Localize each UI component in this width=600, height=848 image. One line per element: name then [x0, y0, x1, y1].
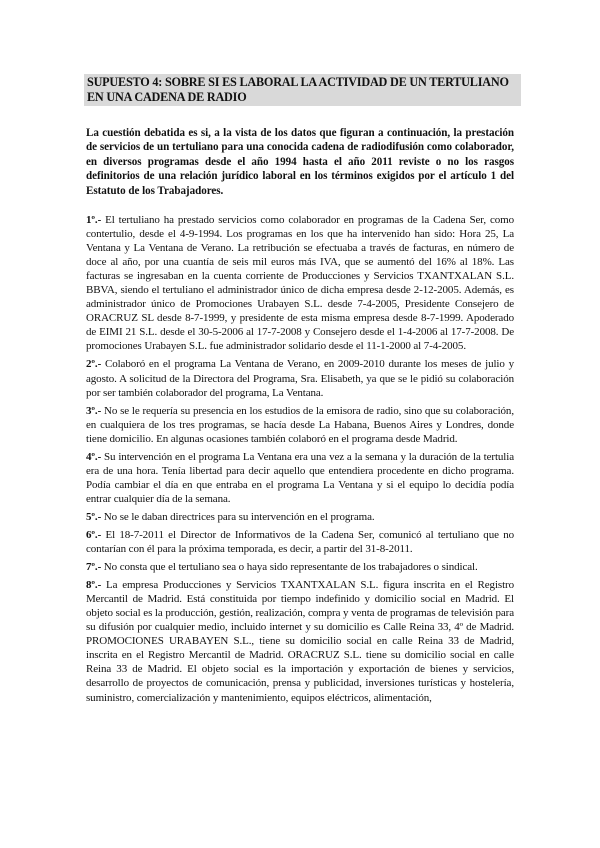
- paragraph-8: [86, 578, 514, 704]
- paragraph-6: [86, 528, 514, 556]
- paragraph-number: 3º.-: [86, 404, 102, 417]
- paragraph-number: 6º.-: [86, 528, 102, 541]
- paragraph-text: La empresa Producciones y Servicios TXANTXALAN S.L. figura inscrita en el Registro Mercantil de Madrid. Está constituida por tiempo indefinido y domicilio social en Madrid. El objeto social es la producción, gestión, realización, compra y venta de programas de televisión para su difusión por cualquier medio, incluido internet y su domicilio es Calle Reina 33, 4º de Madrid. PROMOCIONES URABAYEN S.L., tiene su domicilio social en calle Reina 33 de Madrid, inscrita en el Registro Mercantil de Madrid. ORACRUZ S.L. tiene su domicilio social en calle Reina 33 de Madrid. El objeto social es la importación y exportación de bienes y servicios, desarrollo de proyectos de comunicación, prensa y publicidad, inversiones turísticas y hostelería, suministro, comercialización y mantenimiento, equipos eléctricos, alimentación,: [86, 579, 514, 704]
- paragraph-number: 4º.-: [86, 450, 102, 463]
- paragraph-number: 1º.-: [86, 214, 102, 226]
- intro-paragraph: La cuestión debatida es si, a la vista de los datos que figuran a continuación, la prestación de servicios de un tertuliano para una conocida cadena de radiodifusión como colaborador, en diversos programas desde el año 1994 hasta el año 2011 reviste o no los rasgos definitorios de una relación jurídico laboral en los términos exigidos por el artículo 1 del Estatuto de los Trabajadores.: [86, 127, 514, 197]
- paragraph-number: 5º.-: [86, 510, 102, 523]
- paragraph-5: [86, 510, 514, 524]
- paragraph-2: [86, 357, 514, 399]
- document-title: SUPUESTO 4: SOBRE SI ES LABORAL LA ACTIVIDAD DE UN TERTULIANO EN UNA CADENA DE RADIO: [84, 74, 521, 106]
- paragraph-number: 7º.-: [86, 561, 102, 574]
- paragraph-1: [86, 213, 514, 353]
- paragraph-text: El 18-7-2011 el Director de Informativos de la Cadena Ser, comunicó al tertuliano que no contarían con él para la próxima temporada, es decir, a partir del 31-8-2011.: [86, 528, 514, 556]
- paragraph-3: [86, 404, 514, 446]
- paragraph-number: 2º.-: [86, 358, 102, 371]
- paragraph-text: No se le daban directrices para su intervención en el programa.: [101, 510, 375, 523]
- paragraph-4: [86, 450, 514, 506]
- paragraph-number: 8º.-: [86, 579, 102, 592]
- paragraph-text: Colaboró en el programa La Ventana de Verano, en 2009-2010 durante los meses de julio y agosto. A solicitud de la Directora del Programa, Sra. Elisabeth, ya que se le pidió su colaboración por ser también colaborador del programa, La Ventana.: [86, 358, 514, 399]
- document-body: [86, 213, 514, 709]
- paragraph-text: El tertuliano ha prestado servicios como colaborador en programas de la Cadena Ser, como contertulio, desde el 4-9-1994. Los programas en los que ha intervenido han sido: Hora 25, La Ventana y La Ventana de Verano. La retribución se efectuaba a través de facturas, en número de doce al año, por una cuantía de seis mil euros más IVA, que se aumentó del 16% al 18%. Las facturas se ingresaban en la cuenta corriente de Producciones y Servicios TXANTXALAN S.L. BBVA, siendo el tertuliano el administrador único de dicha empresa desde 2-12-2005. Además, es administrador único de Promociones Urabayen S.L. desde 7-4-2005, Presidente Consejero de ORACRUZ SL desde 8-7-1999, y presidente de esta misma empresa desde 8-7-1999. Apoderado de EIMI 21 S.L. desde el 30-5-2006 al 17-7-2008 y Consejero desde el 1-4-2006 al 17-7-2008. De promociones Urabayen S.L. fue administrador solidario desde el 11-1-2000 al 7-4-2005.: [86, 214, 514, 353]
- paragraph-7: [86, 560, 514, 574]
- paragraph-text: No se le requería su presencia en los estudios de la emisora de radio, sino que su colaboración, en cualquiera de los tres programas, se hacía desde La Habana, Buenos Aires y Londres, donde tiene domicilio. En algunas ocasiones también colaboró en el programa desde Madrid.: [86, 404, 514, 445]
- paragraph-text: No consta que el tertuliano sea o haya sido representante de los trabajadores o sindical.: [101, 561, 478, 574]
- paragraph-text: Su intervención en el programa La Ventana era una vez a la semana y la duración de la tertulia era de una hora. Tenía libertad para decir aquello que entendiera procedente en dicho programa. Podía cambiar el día en que entraba en el programa La Ventana y si el equipo lo decidía podía entrar cualquier día de la semana.: [86, 450, 514, 505]
